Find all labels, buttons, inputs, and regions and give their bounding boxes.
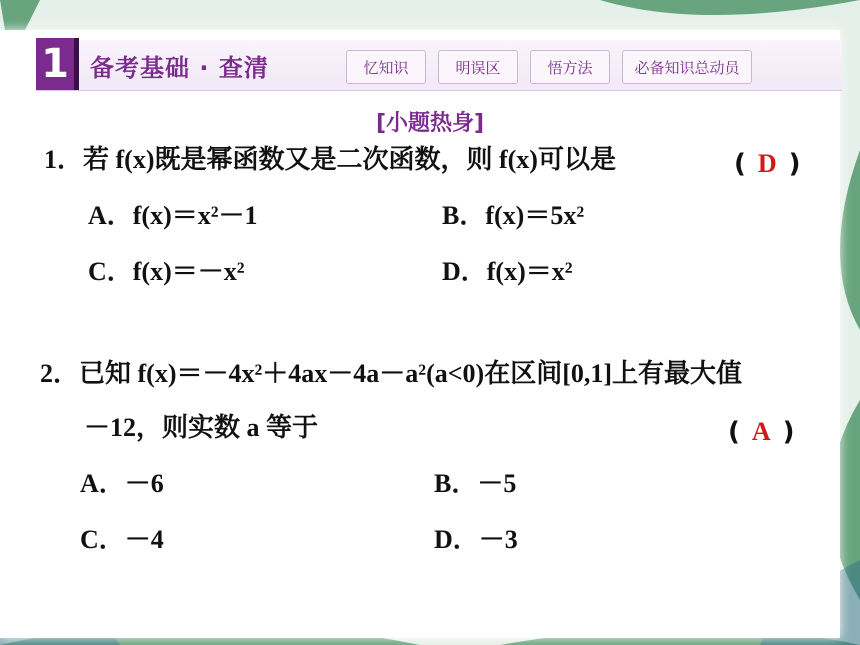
question-2-stem-line-1: 2．已知 f(x)＝－4x²＋4ax－4a－a²(a<0)在区间[0,1]上有最大值	[40, 359, 743, 388]
question-1-option-c: C．f(x)＝－x²	[88, 257, 245, 286]
question-1-option-d: D．f(x)＝x²	[442, 257, 573, 286]
question-1-option-b: B．f(x)＝5x²	[442, 201, 585, 230]
question-2-option-d: D．－3	[434, 525, 518, 554]
question-2-answer: A	[751, 417, 771, 446]
question-2-option-c: C．－4	[80, 525, 164, 554]
warmup-heading: [小题热身]	[375, 111, 485, 136]
section-number-badge: 1	[36, 38, 79, 90]
tab-essential-knowledge[interactable]: 必备知识总动员	[622, 50, 752, 84]
question-2-option-b: B．－5	[434, 469, 517, 498]
tab-common-mistakes[interactable]: 明误区	[438, 50, 518, 84]
question-1-answer: D	[757, 149, 777, 178]
question-1-answer-bracket: ( D )	[734, 149, 801, 179]
question-2-stem-line-2: －12，则实数 a 等于	[84, 413, 319, 442]
question-2-answer-bracket: ( A )	[728, 417, 795, 447]
question-1-stem: 1．若 f(x)既是幂函数又是二次函数，则 f(x)可以是	[44, 145, 616, 174]
question-1-option-a: A．f(x)＝x²－1	[88, 201, 258, 230]
section-title: 备考基础 · 查清	[90, 54, 269, 82]
question-2-option-a: A．－6	[80, 469, 164, 498]
tab-methods[interactable]: 悟方法	[530, 50, 610, 84]
tab-recall-knowledge[interactable]: 忆知识	[346, 50, 426, 84]
